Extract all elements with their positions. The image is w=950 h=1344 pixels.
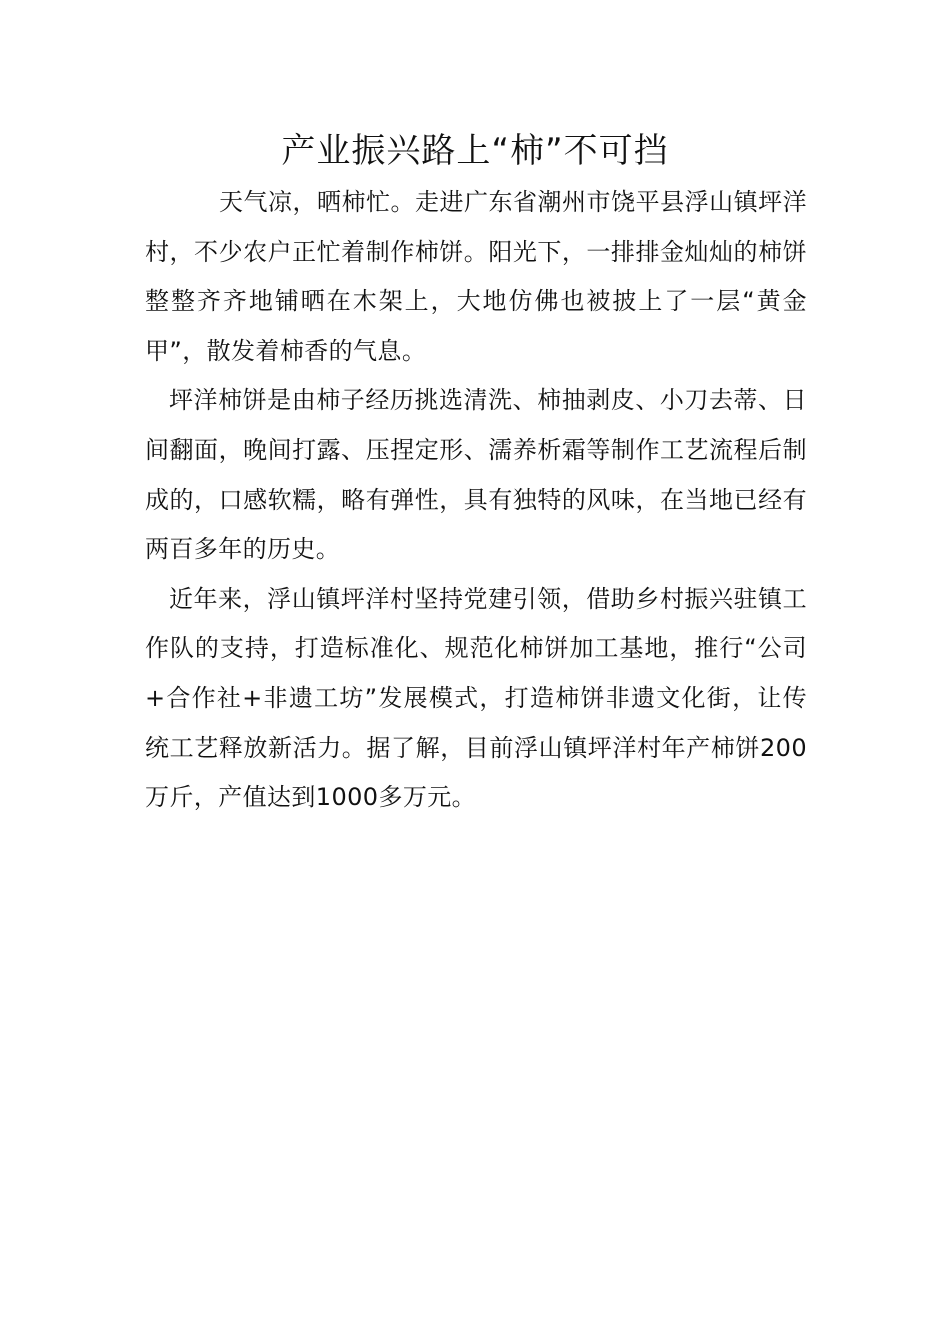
paragraph-3: 近年来，浮山镇坪洋村坚持党建引领，借助乡村振兴驻镇工作队的支持，打造标准化、规范化柿饼加工基地，推行“公司+合作社+非遗工坊”发展模式，打造柿饼非遗文化街，让传统工艺释放新活力。据了解，目前浮山镇坪洋村年产柿饼200万斤，产值达到1000多万元。 [145,584,807,812]
document-body [145,178,807,823]
document-title: 产业振兴路上“柿”不可挡 [281,131,669,171]
paragraph-2: 坪洋柿饼是由柿子经历挑选清洗、柿抽剥皮、小刀去蒂、日间翻面，晚间打露、压捏定形、濡养析霜等制作工艺流程后制成的，口感软糯，略有弹性，具有独特的风味，在当地已经有两百多年的历史。 [145,386,807,564]
paragraph-1: 天气凉，晒柿忙。走进广东省潮州市饶平县浮山镇坪洋村，不少农户正忙着制作柿饼。阳光下，一排排金灿灿的柿饼整整齐齐地铺晒在木架上，大地仿佛也被披上了一层“黄金甲”，散发着柿香的气息。 [145,188,807,365]
